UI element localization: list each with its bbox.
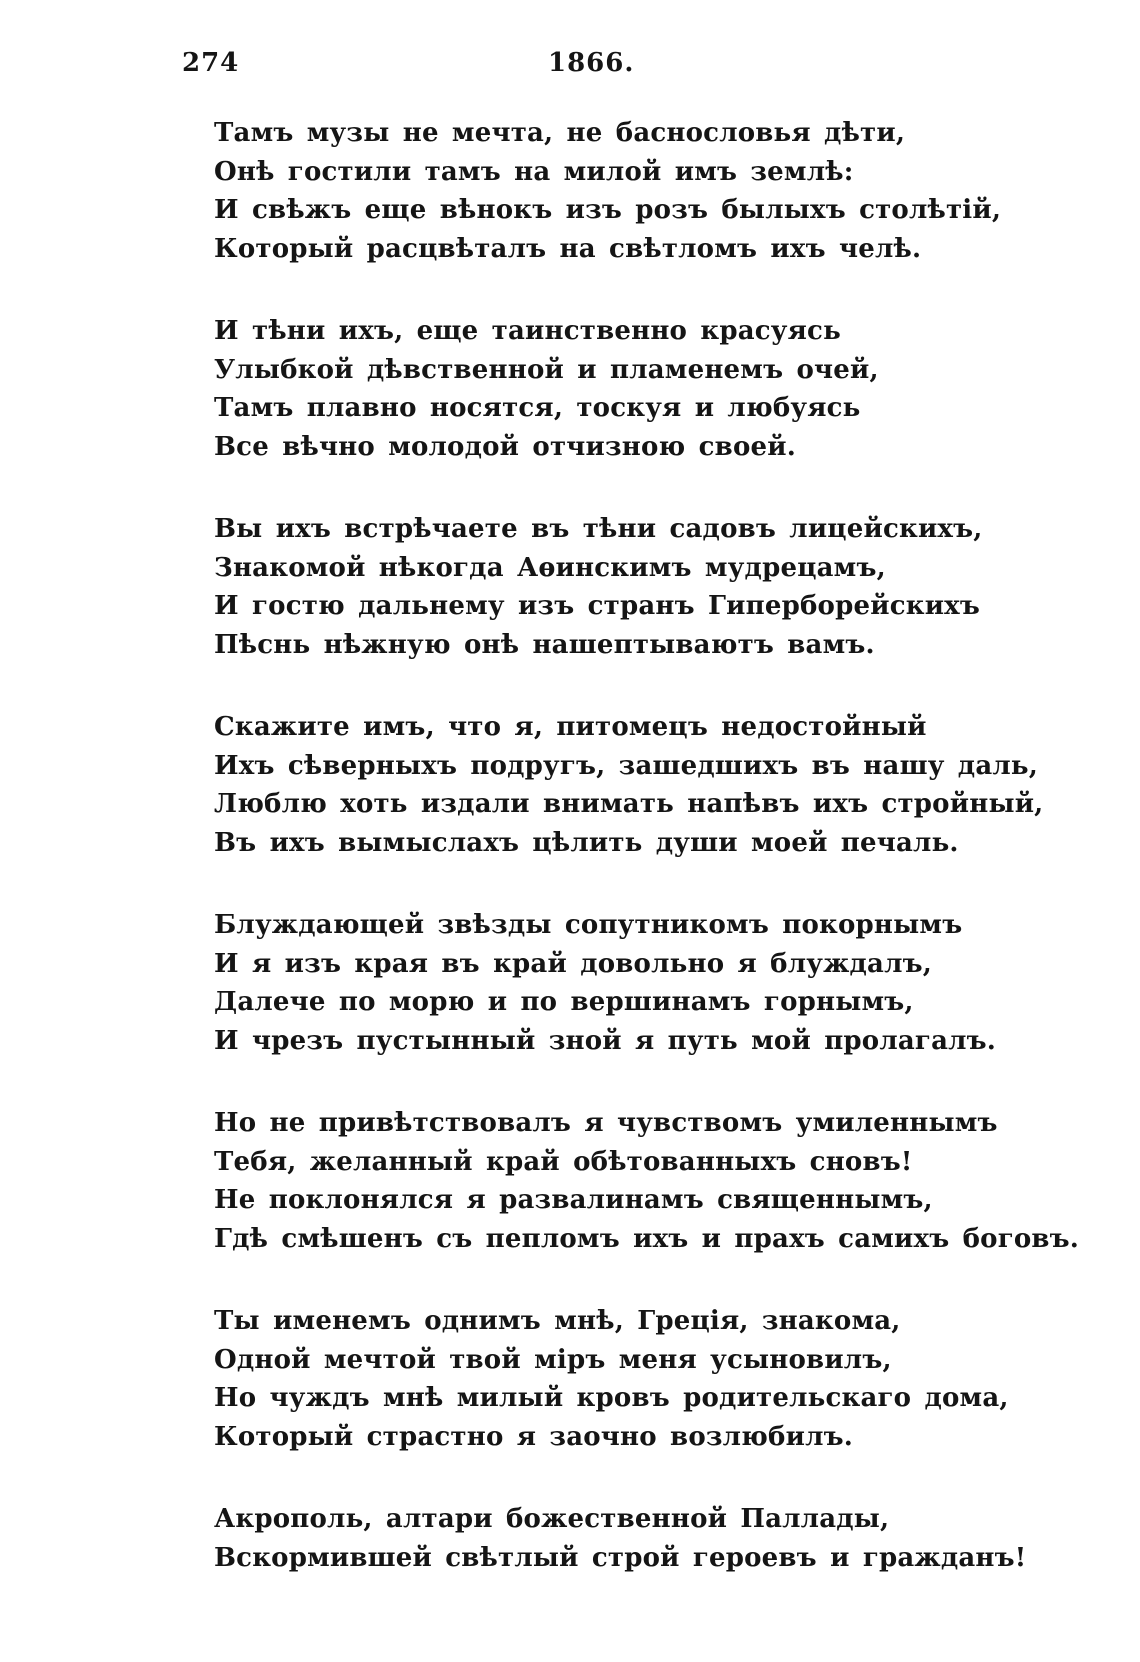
poem-line: Который страстно я заочно возлюбилъ. [214, 1421, 853, 1452]
poem-line: Вскормившей свѣтлый строй героевъ и гражданъ! [214, 1542, 1027, 1573]
poem-line: Тебя, желанный край обѣтованныхъ сновъ! [214, 1146, 913, 1177]
poem-line: Не поклонялся я развалинамъ священнымъ, [214, 1185, 933, 1215]
stanza [214, 906, 1094, 1060]
stanza [214, 510, 1094, 664]
poem-line: Далече по морю и по вершинамъ горнымъ, [214, 987, 914, 1017]
poem-line: И свѣжъ еще вѣнокъ изъ розъ былыхъ столѣтій, [214, 195, 1002, 225]
poem-line: Тамъ плавно носятся, тоскуя и любуясь [214, 393, 861, 423]
poem-line: Вы ихъ встрѣчаете въ тѣни садовъ лицейскихъ, [214, 514, 983, 544]
poem-line: Онѣ гостили тамъ на милой имъ землѣ: [214, 156, 854, 187]
poem-line: Гдѣ смѣшенъ съ пепломъ ихъ и прахъ самихъ боговъ. [214, 1223, 1080, 1254]
poem-line: И тѣни ихъ, еще таинственно красуясь [214, 316, 841, 346]
page-number: 274 [182, 48, 240, 78]
stanza [214, 1500, 1094, 1577]
stanza [214, 708, 1094, 862]
poem-line: Акрополь, алтари божественной Паллады, [214, 1504, 890, 1534]
poem-text [214, 114, 1094, 1621]
stanza [214, 114, 1094, 268]
poem-line: Люблю хоть издали внимать напѣвъ ихъ стройный, [214, 789, 1044, 819]
running-head-year: 1866. [548, 48, 635, 78]
poem-line: Все вѣчно молодой отчизною своей. [214, 431, 796, 462]
poem-line: Который расцвѣталъ на свѣтломъ ихъ челѣ. [214, 233, 922, 264]
poem-line: Но не привѣтствовалъ я чувствомъ умиленнымъ [214, 1108, 998, 1138]
poem-line: Ты именемъ однимъ мнѣ, Греція, знакома, [214, 1306, 901, 1336]
poem-line: Одной мечтой твой міръ меня усыновилъ, [214, 1344, 892, 1375]
stanza [214, 1302, 1094, 1456]
poem-line: Пѣснь нѣжную онѣ нашептываютъ вамъ. [214, 629, 875, 660]
poem-line: Улыбкой дѣвственной и пламенемъ очей, [214, 354, 879, 385]
poem-line: Ихъ сѣверныхъ подругъ, зашедшихъ въ нашу даль, [214, 750, 1039, 781]
poem-line: И гостю дальнему изъ странъ Гиперборейскихъ [214, 591, 981, 621]
page-header [0, 48, 1140, 88]
poem-line: Но чуждъ мнѣ милый кровъ родительскаго дома, [214, 1383, 1009, 1413]
stanza [214, 312, 1094, 466]
poem-line: Скажите имъ, что я, питомецъ недостойный [214, 712, 927, 742]
poem-line: Въ ихъ вымыслахъ цѣлить души моей печаль. [214, 827, 959, 858]
poem-line: И я изъ края въ край довольно я блуждалъ, [214, 948, 933, 979]
poem-line: Тамъ музы не мечта, не баснословья дѣти, [214, 118, 906, 148]
poem-line: И чрезъ пустынный зной я путь мой пролагалъ. [214, 1025, 997, 1056]
poem-line: Блуждающей звѣзды сопутникомъ покорнымъ [214, 910, 963, 940]
poem-line: Знакомой нѣкогда Аѳинскимъ мудрецамъ, [214, 552, 886, 583]
stanza [214, 1104, 1094, 1258]
